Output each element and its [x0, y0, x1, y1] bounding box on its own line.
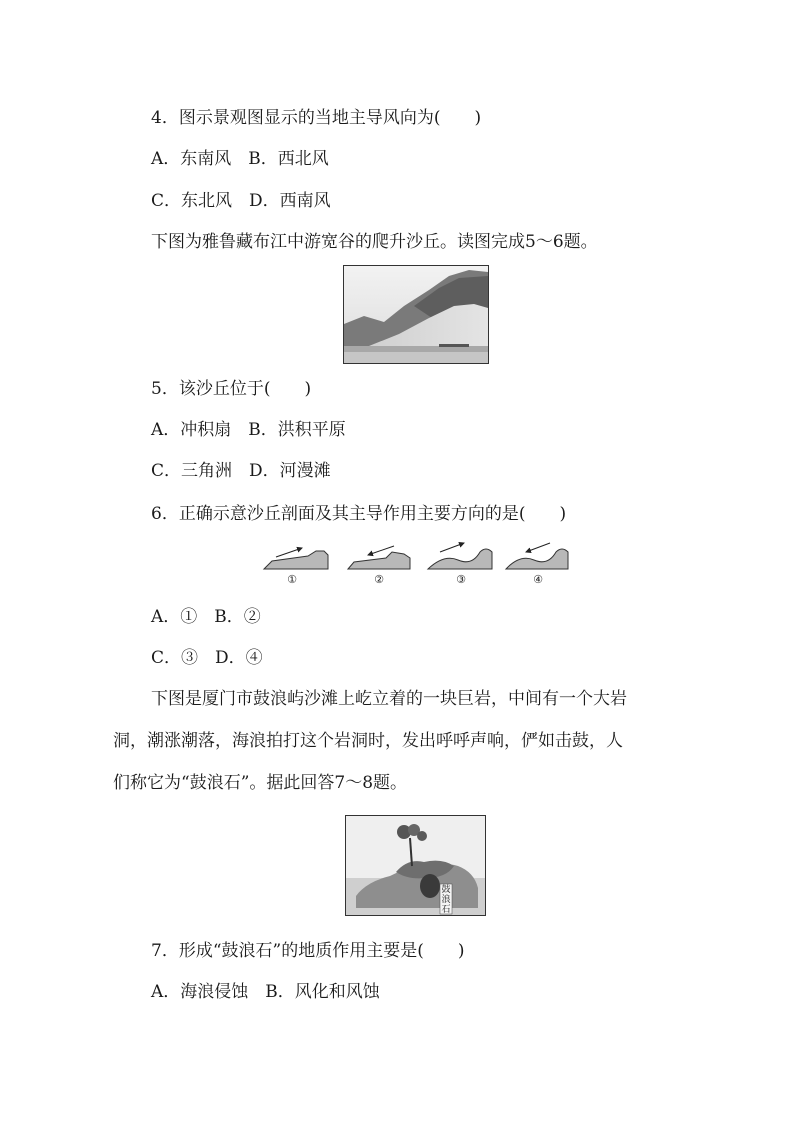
q7-options-row1: A．海浪侵蚀 B．风化和风蚀: [151, 982, 380, 1002]
intro-5-6: 下图为雅鲁藏布江中游宽谷的爬升沙丘。读图完成5～6题。: [151, 232, 598, 252]
q4-stem: 4．图示景观图显示的当地主导风向为( ): [151, 108, 482, 128]
q5-options-row1: A．冲积扇 B．洪积平原: [151, 420, 346, 440]
q4-options-row2: C．东北风 D．西南风: [151, 191, 331, 211]
q7-stem: 7．形成“鼓浪石”的地质作用主要是( ): [151, 941, 465, 961]
gulang-rock-image: [346, 816, 485, 915]
diagram-label-1: ①: [287, 573, 297, 586]
dune-profile-4: [506, 543, 568, 569]
gulang-rock-caption: 鼓浪石: [441, 885, 451, 915]
dune-profile-3: [428, 543, 492, 569]
sand-dune-photo: [343, 265, 489, 364]
sand-dune-image: [344, 266, 488, 363]
q5-options-row2: C．三角洲 D．河漫滩: [151, 461, 331, 481]
intro-7-8-line1: 下图是厦门市鼓浪屿沙滩上屹立着的一块巨岩，中间有一个大岩: [151, 689, 627, 709]
diagram-label-2: ②: [374, 573, 384, 586]
dune-profile-1: [264, 548, 328, 569]
dune-profile-2: [348, 546, 410, 569]
intro-7-8-line2: 洞，潮涨潮落，海浪拍打这个岩洞时，发出呼呼声响，俨如击鼓，人: [113, 731, 623, 751]
dune-profile-diagrams: [258, 540, 574, 586]
q5-stem: 5．该沙丘位于( ): [151, 379, 312, 399]
diagram-label-4: ④: [533, 573, 543, 586]
intro-7-8-line3: 们称它为“鼓浪石”。据此回答7～8题。: [113, 773, 408, 793]
q4-options-row1: A．东南风 B．西北风: [151, 149, 329, 169]
q6-options-row2: C．③ D．④: [151, 648, 263, 668]
gulang-rock-photo: [345, 815, 486, 916]
diagram-label-3: ③: [456, 573, 466, 586]
q6-options-row1: A．① B．②: [151, 607, 261, 627]
q6-stem: 6．正确示意沙丘剖面及其主导作用主要方向的是( ): [151, 504, 567, 524]
